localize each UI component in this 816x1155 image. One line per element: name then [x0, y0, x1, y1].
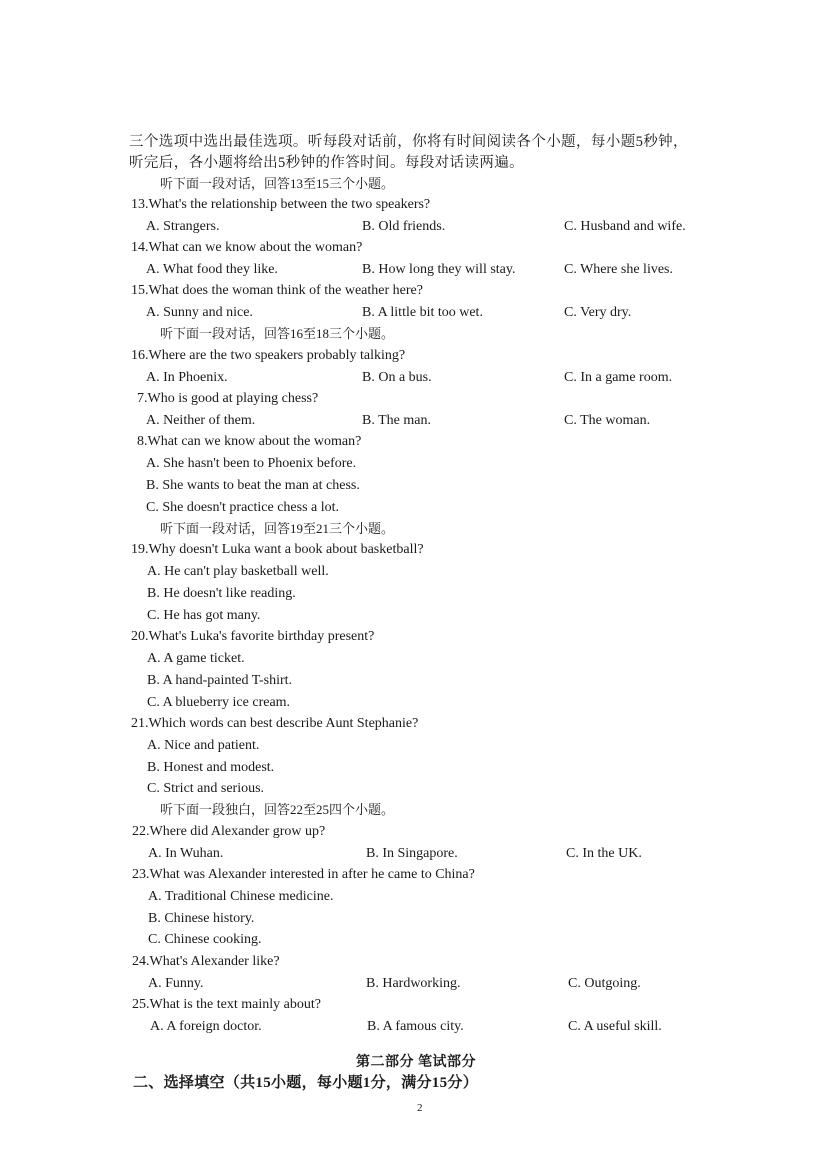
section-heading-22-25: 听下面一段独白，回答22至25四个小题。 [160, 802, 395, 817]
question-21: 21.Which words can best describe Aunt Stephanie? [131, 716, 419, 731]
question-22-option-a: A. In Wuhan. [148, 846, 224, 861]
question-20: 20.What's Luka's favorite birthday present? [131, 629, 375, 644]
question-19-option-c: C. He has got many. [147, 608, 261, 623]
question-24-option-c: C. Outgoing. [568, 976, 641, 991]
question-24: 24.What's Alexander like? [132, 954, 280, 969]
section-heading-13-15: 听下面一段对话，回答13至15三个小题。 [160, 176, 395, 191]
question-22: 22.Where did Alexander grow up? [132, 824, 326, 839]
question-16-option-b: B. On a bus. [362, 370, 432, 385]
intro-line-1: 三个选项中选出最佳选项。听每段对话前，你将有时间阅读各个小题，每小题5秒钟， [129, 134, 688, 150]
intro-line-2: 听完后，各小题将给出5秒钟的作答时间。每段对话读两遍。 [129, 155, 525, 171]
section-heading-16-18: 听下面一段对话，回答16至18三个小题。 [160, 326, 395, 341]
question-17-option-b: B. The man. [362, 413, 431, 428]
question-23-option-b: B. Chinese history. [148, 911, 255, 926]
section-two-title: 二、选择填空（共15小题，每小题1分，满分15分） [133, 1075, 479, 1091]
question-15: 15.What does the woman think of the weather here? [131, 283, 423, 298]
question-16-option-c: C. In a game room. [564, 370, 673, 385]
question-18-option-b: B. She wants to beat the man at chess. [146, 478, 360, 493]
question-24-option-a: A. Funny. [148, 976, 204, 991]
question-25-option-b: B. A famous city. [367, 1019, 464, 1034]
question-18-option-a: A. She hasn't been to Phoenix before. [146, 456, 357, 471]
question-13: 13.What's the relationship between the two speakers? [131, 197, 431, 212]
question-15-option-b: B. A little bit too wet. [362, 305, 483, 320]
part-two-title: 第二部分 笔试部分 [356, 1055, 476, 1070]
question-20-option-c: C. A blueberry ice cream. [147, 695, 291, 710]
question-18: 8.What can we know about the woman? [137, 434, 362, 449]
question-25-option-c: C. A useful skill. [568, 1019, 662, 1034]
question-18-option-c: C. She doesn't practice chess a lot. [146, 500, 340, 515]
question-25: 25.What is the text mainly about? [132, 997, 321, 1012]
section-heading-19-21: 听下面一段对话，回答19至21三个小题。 [160, 521, 395, 536]
page-number: 2 [417, 1102, 423, 1114]
question-22-option-c: C. In the UK. [566, 846, 642, 861]
question-21-option-b: B. Honest and modest. [147, 760, 275, 775]
question-19: 19.Why doesn't Luka want a book about basketball? [131, 542, 424, 557]
question-13-option-b: B. Old friends. [362, 219, 446, 234]
question-15-option-a: A. Sunny and nice. [146, 305, 253, 320]
question-20-option-b: B. A hand-painted T-shirt. [147, 673, 293, 688]
question-22-option-b: B. In Singapore. [366, 846, 458, 861]
question-21-option-a: A. Nice and patient. [147, 738, 260, 753]
question-23-option-a: A. Traditional Chinese medicine. [148, 889, 334, 904]
question-14-option-c: C. Where she lives. [564, 262, 673, 277]
question-14-option-b: B. How long they will stay. [362, 262, 516, 277]
question-24-option-b: B. Hardworking. [366, 976, 461, 991]
question-21-option-c: C. Strict and serious. [147, 781, 265, 796]
question-17-option-a: A. Neither of them. [146, 413, 256, 428]
question-16-option-a: A. In Phoenix. [146, 370, 228, 385]
question-17-option-c: C. The woman. [564, 413, 651, 428]
question-16: 16.Where are the two speakers probably talking? [131, 348, 406, 363]
question-17: 7.Who is good at playing chess? [137, 391, 319, 406]
question-15-option-c: C. Very dry. [564, 305, 632, 320]
question-13-option-c: C. Husband and wife. [564, 219, 686, 234]
question-20-option-a: A. A game ticket. [147, 651, 245, 666]
question-19-option-b: B. He doesn't like reading. [147, 586, 296, 601]
question-14: 14.What can we know about the woman? [131, 240, 363, 255]
question-19-option-a: A. He can't play basketball well. [147, 564, 329, 579]
question-13-option-a: A. Strangers. [146, 219, 220, 234]
question-25-option-a: A. A foreign doctor. [150, 1019, 262, 1034]
question-23-option-c: C. Chinese cooking. [148, 932, 262, 947]
question-14-option-a: A. What food they like. [146, 262, 278, 277]
question-23: 23.What was Alexander interested in after he came to China? [132, 867, 475, 882]
